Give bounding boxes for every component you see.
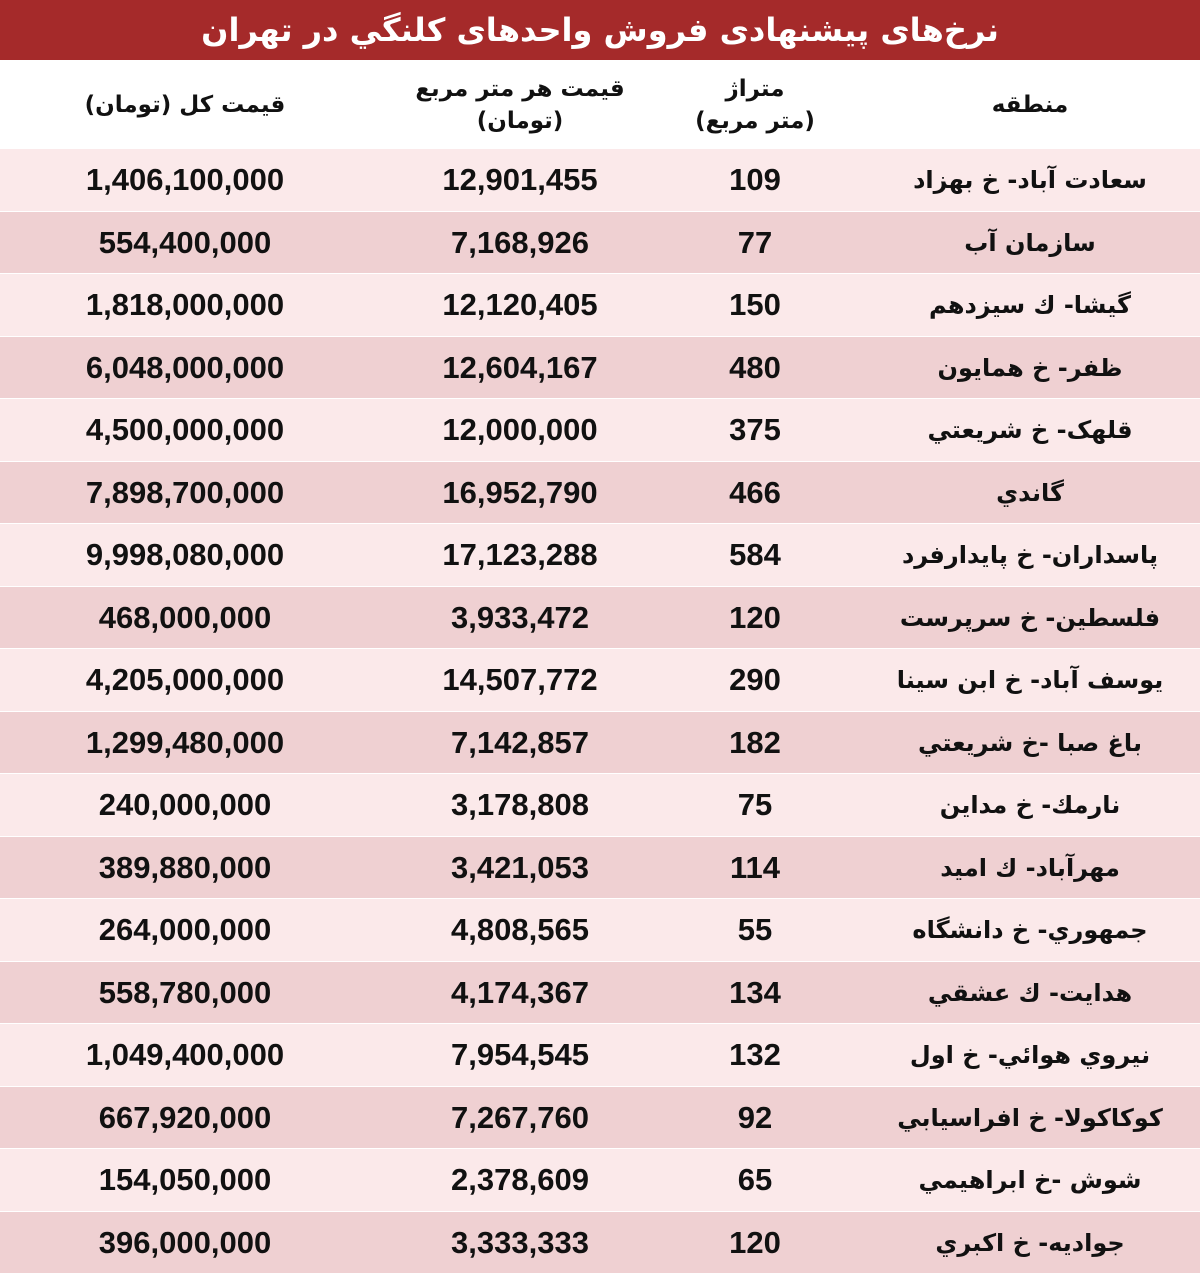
header-price-per-meter: قیمت هر متر مربع (تومان) (415, 76, 625, 134)
table-row (0, 398, 1200, 461)
area-cell: 134 (729, 974, 781, 1010)
region-cell: جوادیه- خ اکبري (935, 1228, 1125, 1257)
page-title: نرخ‌های پیشنهادی فروش واحدهای کلنگي در تهران (201, 11, 999, 49)
table-row (0, 148, 1200, 211)
area-cell: 466 (729, 474, 781, 510)
region-cell: باغ صبا -خ شریعتي (918, 728, 1142, 757)
region-cell: کوکاکولا- خ افراسیابي (897, 1103, 1163, 1132)
total-price-cell: 667,920,000 (98, 1099, 272, 1135)
table-row (0, 1148, 1200, 1211)
region-cell: جمهوري- خ دانشگاه (912, 916, 1148, 944)
total-price-cell: 558,780,000 (98, 974, 272, 1010)
price-per-meter-cell: 14,507,772 (442, 662, 598, 697)
price-per-meter-cell: 16,952,790 (442, 474, 598, 510)
price-per-meter-cell: 4,808,565 (451, 912, 589, 947)
area-cell: 290 (729, 662, 781, 697)
table-row (0, 586, 1200, 649)
header-area: متراژ (متر مربع) (695, 76, 815, 134)
table-row (0, 523, 1200, 586)
table-row (0, 1023, 1200, 1086)
region-cell: سازمان آب (964, 228, 1096, 257)
price-per-meter-cell: 12,000,000 (442, 412, 598, 447)
table-row (0, 711, 1200, 774)
price-per-meter-cell: 3,333,333 (451, 1224, 589, 1260)
table-row (0, 1211, 1200, 1274)
total-price-cell: 264,000,000 (98, 912, 272, 947)
price-per-meter-cell: 12,901,455 (442, 162, 598, 197)
total-price-cell: 1,406,100,000 (85, 162, 285, 197)
area-cell: 75 (737, 787, 773, 822)
table-row (0, 273, 1200, 336)
area-cell: 132 (729, 1037, 781, 1072)
region-cell: یوسف آباد- خ ابن سینا (896, 666, 1164, 694)
area-cell: 584 (729, 537, 781, 572)
table-row (0, 961, 1200, 1024)
price-per-meter-cell: 4,174,367 (451, 974, 589, 1010)
area-cell: 109 (729, 162, 781, 197)
total-price-cell: 9,998,080,000 (85, 537, 285, 572)
total-price-cell: 468,000,000 (98, 599, 272, 635)
price-per-meter-cell: 12,120,405 (442, 287, 598, 322)
area-cell: 375 (729, 412, 781, 447)
total-price-cell: 554,400,000 (98, 224, 272, 260)
total-price-cell: 4,500,000,000 (85, 412, 285, 447)
price-per-meter-cell: 7,168,926 (451, 224, 589, 260)
region-cell: فلسطین- خ سرپرست (899, 603, 1161, 632)
total-price-cell: 154,050,000 (98, 1162, 272, 1197)
region-cell: گاندي (996, 478, 1064, 507)
region-cell: سعادت آباد- خ بهزاد (913, 166, 1147, 194)
header-region: منطقه (991, 92, 1069, 118)
total-price-cell: 396,000,000 (98, 1224, 272, 1260)
table-header (0, 62, 1200, 148)
region-cell: مهرآباد- ك امید (940, 853, 1120, 882)
area-cell: 480 (729, 349, 781, 385)
region-cell: ظفر- خ همایون (937, 353, 1123, 382)
region-cell: شوش -خ ابراهیمي (918, 1166, 1142, 1194)
table-row (0, 461, 1200, 524)
total-price-cell: 7,898,700,000 (85, 474, 285, 510)
total-price-cell: 389,880,000 (98, 849, 272, 885)
title-bar (0, 0, 1200, 60)
region-cell: نارمك- خ مداين (939, 791, 1121, 819)
price-per-meter-cell: 7,267,760 (451, 1099, 589, 1135)
area-cell: 120 (729, 599, 781, 635)
price-per-meter-cell: 12,604,167 (442, 349, 598, 385)
region-cell: پاسداران- خ پایدارفرد (901, 541, 1159, 569)
total-price-cell: 240,000,000 (98, 787, 272, 822)
area-cell: 150 (729, 287, 781, 322)
region-cell: گیشا- ك سیزدهم (929, 291, 1131, 319)
table-body (0, 148, 1200, 1273)
region-cell: قلهک- خ شریعتي (927, 416, 1133, 444)
price-per-meter-cell: 3,933,472 (451, 599, 589, 635)
price-per-meter-cell: 7,142,857 (451, 724, 589, 760)
area-cell: 182 (729, 724, 781, 760)
area-cell: 65 (737, 1162, 773, 1197)
price-per-meter-cell: 3,178,808 (451, 787, 589, 822)
price-per-meter-cell: 17,123,288 (442, 537, 598, 572)
header-total-price: قیمت کل (تومان) (84, 92, 286, 118)
region-cell: نیروي هوائي- خ اول (909, 1041, 1151, 1069)
table-row (0, 836, 1200, 899)
area-cell: 55 (737, 912, 773, 947)
price-per-meter-cell: 3,421,053 (451, 849, 589, 885)
price-per-meter-cell: 2,378,609 (451, 1162, 589, 1197)
table-row (0, 648, 1200, 711)
area-cell: 114 (729, 849, 780, 885)
total-price-cell: 4,205,000,000 (85, 662, 285, 697)
price-per-meter-cell: 7,954,545 (451, 1037, 589, 1072)
total-price-cell: 1,299,480,000 (85, 724, 285, 760)
area-cell: 120 (729, 1224, 781, 1260)
table-row (0, 211, 1200, 274)
table-row (0, 1086, 1200, 1149)
area-cell: 77 (737, 224, 773, 260)
total-price-cell: 6,048,000,000 (85, 349, 285, 385)
area-cell: 92 (737, 1099, 773, 1135)
table-row (0, 773, 1200, 836)
total-price-cell: 1,818,000,000 (85, 287, 285, 322)
table-row (0, 898, 1200, 961)
total-price-cell: 1,049,400,000 (85, 1037, 285, 1072)
region-cell: هدایت- ك عشقي (927, 978, 1133, 1007)
table-row (0, 336, 1200, 399)
